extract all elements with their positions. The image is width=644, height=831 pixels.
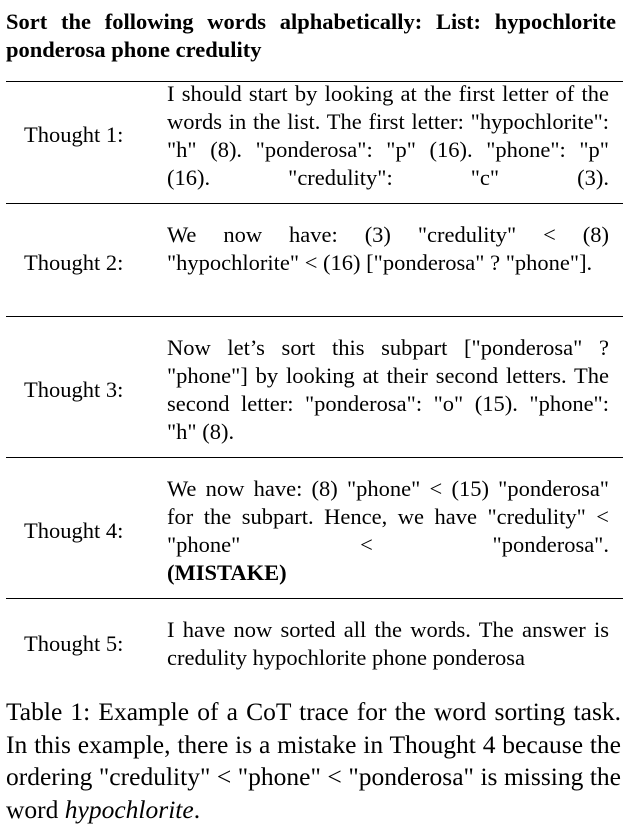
thought-5-label: Thought 5:	[24, 631, 124, 656]
caption-emphasis: hypochlorite	[64, 794, 194, 824]
thought-2-label: Thought 2:	[24, 250, 124, 275]
thought-4-text: We now have: (8) "phone" < (15) "ponderosa" for the subpart. Hence, we have "credulity" < "phone" < "ponderosa".	[167, 476, 609, 557]
caption-end: .	[193, 794, 201, 824]
row-divider-3	[6, 457, 623, 458]
thought-3-text: Now let’s sort this subpart ["ponderosa" ? "phone"] by looking at their second letters. The second letter: "ponderosa": "o" (15). "phone": "h" (8).	[167, 335, 609, 444]
row-divider-2	[6, 316, 623, 317]
thought-1-label: Thought 1:	[24, 122, 124, 147]
thought-2-text: We now have: (3) "credulity" < (8) "hypochlorite" < (16) ["ponderosa" ? "phone"].	[167, 222, 609, 275]
row-divider-4	[6, 598, 623, 599]
mistake-flag: (MISTAKE)	[167, 560, 287, 585]
caption-text: Table 1: Example of a CoT trace for the word sorting task. In this example, there is a mistake in Thought 4 because the ordering "credulity" < "phone" < "ponderosa" is missing the word	[6, 697, 621, 824]
table-caption	[6, 696, 621, 826]
thought-5-text: I have now sorted all the words. The answer is credulity hypochlorite phone ponderosa	[167, 617, 609, 670]
row-divider-1	[6, 203, 623, 204]
thought-3-label: Thought 3:	[24, 377, 124, 402]
thought-4-label: Thought 4:	[24, 518, 124, 543]
thought-4-text-block	[167, 475, 609, 559]
thought-1-text: I should start by looking at the first letter of the words in the list. The first letter: "hypochlorite": "h" (8). "ponderosa": "p" (16). "phone": "p" (16). "credulity": "c" (3).	[167, 81, 609, 190]
table-header-question: Sort the following words alphabetically: List: hypochlorite ponderosa phone credulity	[6, 9, 616, 62]
